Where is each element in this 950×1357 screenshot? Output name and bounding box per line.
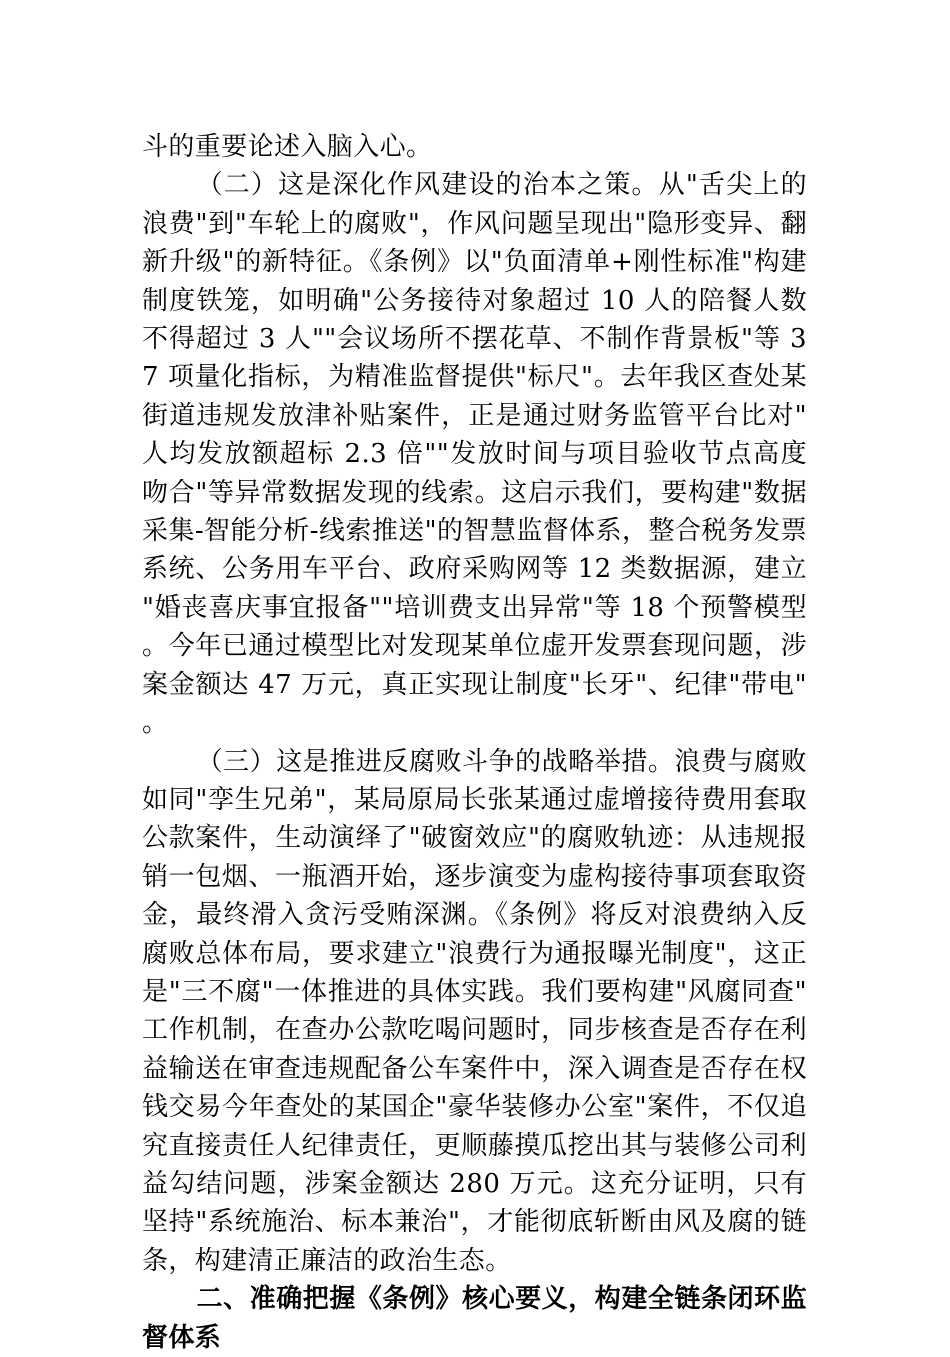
section-heading: 二、准确把握《条例》核心要义，构建全链条闭环监督体系	[142, 1284, 807, 1353]
document-body	[142, 128, 807, 1357]
paragraph-section-2: （二）这是深化作风建设的治本之策。从"舌尖上的浪费"到"车轮上的腐败"，作风问题呈现出"隐形变异、翻新升级"的新特征。《条例》以"负面清单+刚性标准"构建制度铁笼，如明确"公务接待对象超过 10 人的陪餐人数不得超过 3 人""会议场所不摆花草、不制作背景板"等 37 项量化指标，为精准监督提供"标尺"。去年我区查处某街道违规发放津补贴案件，正是通过财务监管平台比对"人均发放额超标 2.3 倍""发放时间与项目验收节点高度吻合"等异常数据发现的线索。这启示我们，要构建"数据采集-智能分析-线索推送"的智慧监督体系，整合税务发票系统、公务用车平台、政府采购网等 12 类数据源，建立"婚丧喜庆事宜报备""培训费支出异常"等 18 个预警模型。今年已通过模型比对发现某单位虚开发票套现问题，涉案金额达 47 万元，真正实现让制度"长牙"、纪律"带电"。	[142, 170, 807, 739]
paragraph-continued: 斗的重要论述入脑入心。	[142, 132, 433, 162]
paragraph-section-3: （三）这是推进反腐败斗争的战略举措。浪费与腐败如同"孪生兄弟"，某局原局长张某通过虚增接待费用套取公款案件，生动演绎了"破窗效应"的腐败轨迹：从违规报销一包烟、一瓶酒开始，逐步演变为虚构接待事项套取资金，最终滑入贪污受贿深渊。《条例》将反对浪费纳入反腐败总体布局，要求建立"浪费行为通报曝光制度"，这正是"三不腐"一体推进的具体实践。我们要构建"风腐同查"工作机制，在查办公款吃喝问题时，同步核查是否存在利益输送在审查违规配备公车案件中，深入调查是否存在权钱交易今年查处的某国企"豪华装修办公室"案件，不仅追究直接责任人纪律责任，更顺藤摸瓜挖出其与装修公司利益勾结问题，涉案金额达 280 万元。这充分证明，只有坚持"系统施治、标本兼治"，才能彻底斩断由风及腐的链条，构建清正廉洁的政治生态。	[142, 746, 807, 1276]
